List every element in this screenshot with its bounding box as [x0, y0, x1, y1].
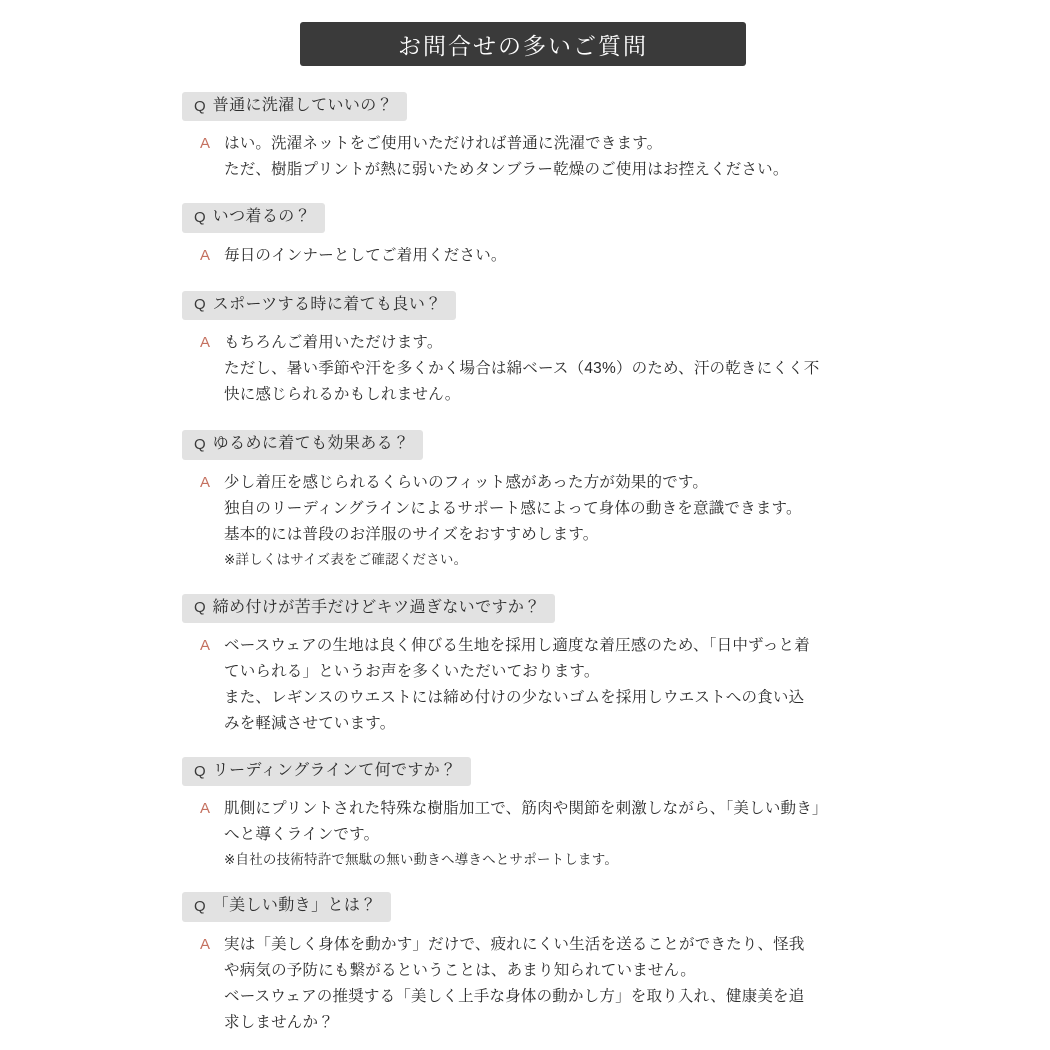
answer-line: 快に感じられるかもしれません。: [224, 386, 461, 404]
question-mark: Q: [194, 762, 206, 780]
faq-answer: [182, 131, 855, 183]
faq-question[interactable]: [182, 203, 325, 232]
answer-note: ※自社の技術特許で無駄の無い動きへ導きへとサポートします。: [224, 852, 619, 868]
faq-question[interactable]: [182, 892, 391, 921]
faq-item: [0, 757, 1050, 872]
question-mark: Q: [194, 97, 206, 115]
question-mark: Q: [194, 209, 206, 227]
question-mark: Q: [194, 296, 206, 314]
answer-line: 求しませんか？: [224, 1013, 334, 1031]
answer-line: 実は「美しく身体を動かす」だけで、疲れにくい生活を送ることができたり、怪我: [224, 935, 805, 953]
question-mark: Q: [194, 435, 206, 453]
faq-answer: [182, 633, 855, 737]
question-text: 締め付けが苦手だけどキツ過ぎないですか？: [212, 598, 541, 616]
answer-mark: A: [200, 135, 211, 153]
faq-item: [0, 430, 1050, 571]
faq-question[interactable]: [182, 430, 423, 459]
answer-mark: A: [200, 473, 211, 491]
answer-mark: A: [200, 800, 211, 818]
faq-question[interactable]: [182, 92, 407, 121]
faq-item: [0, 203, 1050, 268]
answer-line: 独自のリーディングラインによるサポート感によって身体の動きを意識できます。: [224, 499, 802, 517]
answer-line: はい。洗濯ネットをご使用いただければ普通に洗濯できます。: [224, 135, 663, 153]
answer-mark: A: [200, 636, 211, 654]
answer-line: や病気の予防にも繋がるということは、あまり知られていません。: [224, 961, 696, 979]
page-title-banner: [300, 22, 746, 66]
answer-lines: [224, 932, 855, 1036]
faq-question[interactable]: [182, 594, 555, 623]
answer-line: 少し着圧を感じられるくらいのフィット感があった方が効果的です。: [224, 473, 709, 491]
answer-lines: [224, 131, 855, 183]
answer-lines: [224, 470, 855, 572]
faq-answer: [182, 243, 855, 269]
answer-lines: [224, 633, 855, 737]
answer-line: 毎日のインナーとしてご着用ください。: [224, 246, 507, 264]
faq-question[interactable]: [182, 757, 471, 786]
faq-item: [0, 92, 1050, 183]
answer-line: ベースウェアの推奨する「美しく上手な身体の動かし方」を取り入れ、健康美を追: [224, 987, 805, 1005]
answer-line: もちろんご着用いただけます。: [224, 334, 443, 352]
answer-line: みを軽減させています。: [224, 714, 396, 732]
answer-line: へと導くラインです。: [224, 826, 380, 844]
answer-mark: A: [200, 334, 211, 352]
question-mark: Q: [194, 599, 206, 617]
question-text: いつ着るの？: [212, 208, 312, 226]
answer-mark: A: [200, 246, 211, 264]
faq-item: [0, 892, 1050, 1035]
answer-line: 基本的には普段のお洋服のサイズをおすすめします。: [224, 525, 599, 543]
faq-answer: [182, 796, 855, 872]
page-title: お問合せの多いご質問: [398, 32, 648, 59]
answer-line: また、レギンスのウエストには締め付けの少ないゴムを採用しウエストへの食い込: [224, 688, 805, 706]
answer-mark: A: [200, 935, 211, 953]
answer-lines: [224, 796, 855, 872]
question-mark: Q: [194, 898, 206, 916]
faq-question[interactable]: [182, 291, 456, 320]
question-text: 「美しい動き」とは？: [212, 897, 377, 915]
faq-answer: [182, 330, 855, 408]
faq-answer: [182, 470, 855, 572]
answer-note: ※詳しくはサイズ表をご確認ください。: [224, 551, 468, 567]
answer-line: ていられる」というお声を多くいただいております。: [224, 662, 600, 680]
faq-answer: [182, 932, 855, 1036]
faq-list: [0, 92, 1050, 1050]
question-text: ゆるめに着ても効果ある？: [212, 435, 410, 453]
answer-line: 肌側にプリントされた特殊な樹脂加工で、筋肉や関節を刺激しながら、「美しい動き」: [224, 800, 828, 818]
question-text: スポーツする時に着ても良い？: [212, 295, 442, 313]
answer-lines: [224, 243, 855, 269]
question-text: リーディングラインて何ですか？: [212, 761, 457, 779]
answer-line: ベースウェアの生地は良く伸びる生地を採用し適度な着圧感のため、「日中ずっと着: [224, 636, 810, 654]
answer-lines: [224, 330, 855, 408]
question-text: 普通に洗濯していいの？: [212, 97, 394, 114]
answer-line: ただし、暑い季節や汗を多くかく場合は綿ベース（43%）のため、汗の乾きにくく不: [224, 360, 820, 378]
faq-item: [0, 594, 1050, 737]
answer-line: ただ、樹脂プリントが熱に弱いためタンブラー乾燥のご使用はお控えください。: [224, 161, 789, 179]
faq-item: [0, 291, 1050, 408]
